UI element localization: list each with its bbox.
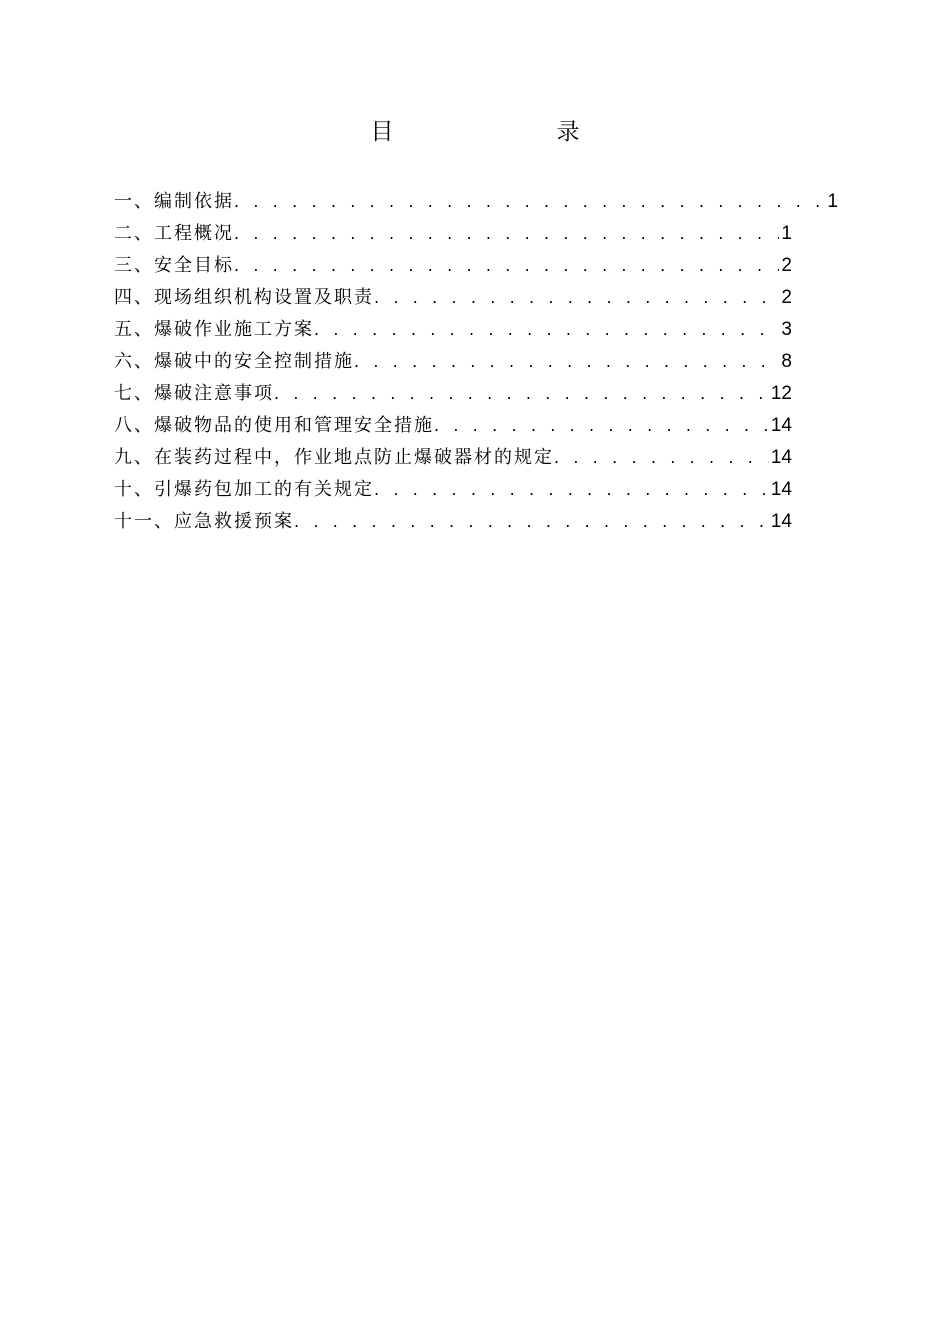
toc-dot-leader <box>234 218 779 250</box>
toc-dot-leader <box>374 282 779 314</box>
toc-page-number: 3 <box>781 319 792 340</box>
toc-page-number: 14 <box>770 479 792 500</box>
page-title: 目 录 <box>370 119 650 145</box>
toc-dot-leader <box>434 410 769 442</box>
table-of-contents <box>114 186 838 538</box>
toc-entry-label: 二、工程概况 <box>114 223 234 244</box>
toc-entry[interactable] <box>114 218 792 250</box>
toc-entry-label: 一、编制依据 <box>114 191 234 212</box>
toc-entry[interactable] <box>114 282 792 314</box>
toc-page-number: 2 <box>781 287 792 308</box>
toc-dot-leader <box>554 442 769 474</box>
toc-entry-label: 三、安全目标 <box>114 255 234 276</box>
toc-entry-label: 四、现场组织机构设置及职责 <box>114 287 374 308</box>
toc-entry[interactable] <box>114 410 792 442</box>
toc-entry[interactable] <box>114 346 792 378</box>
toc-page-number: 2 <box>781 255 792 276</box>
toc-page-number: 1 <box>827 191 838 212</box>
toc-entry-label: 十、引爆药包加工的有关规定 <box>114 479 374 500</box>
toc-page-number: 14 <box>770 511 792 532</box>
toc-entry[interactable] <box>114 314 792 346</box>
toc-entry-label: 八、爆破物品的使用和管理安全措施 <box>114 415 434 436</box>
toc-dot-leader <box>354 346 779 378</box>
toc-dot-leader <box>234 186 825 218</box>
toc-entry[interactable] <box>114 378 792 410</box>
toc-dot-leader <box>314 314 779 346</box>
toc-dot-leader <box>234 250 779 282</box>
toc-page-number: 1 <box>781 223 792 244</box>
toc-page-number: 14 <box>770 415 792 436</box>
toc-entry-label: 六、爆破中的安全控制措施 <box>114 351 354 372</box>
toc-entry-label: 九、在装药过程中，作业地点防止爆破器材的规定 <box>114 447 554 468</box>
toc-entry[interactable] <box>114 250 792 282</box>
toc-entry[interactable] <box>114 186 838 218</box>
toc-entry[interactable] <box>114 506 792 538</box>
toc-entry[interactable] <box>114 474 792 506</box>
toc-entry[interactable] <box>114 442 792 474</box>
toc-dot-leader <box>374 474 769 506</box>
toc-entry-label: 十一、应急救援预案 <box>114 511 294 532</box>
toc-page-number: 12 <box>770 383 792 404</box>
toc-page-number: 14 <box>770 447 792 468</box>
toc-dot-leader <box>294 506 769 538</box>
toc-dot-leader <box>274 378 769 410</box>
toc-entry-label: 七、爆破注意事项 <box>114 383 274 404</box>
toc-page-number: 8 <box>781 351 792 372</box>
toc-entry-label: 五、爆破作业施工方案 <box>114 319 314 340</box>
